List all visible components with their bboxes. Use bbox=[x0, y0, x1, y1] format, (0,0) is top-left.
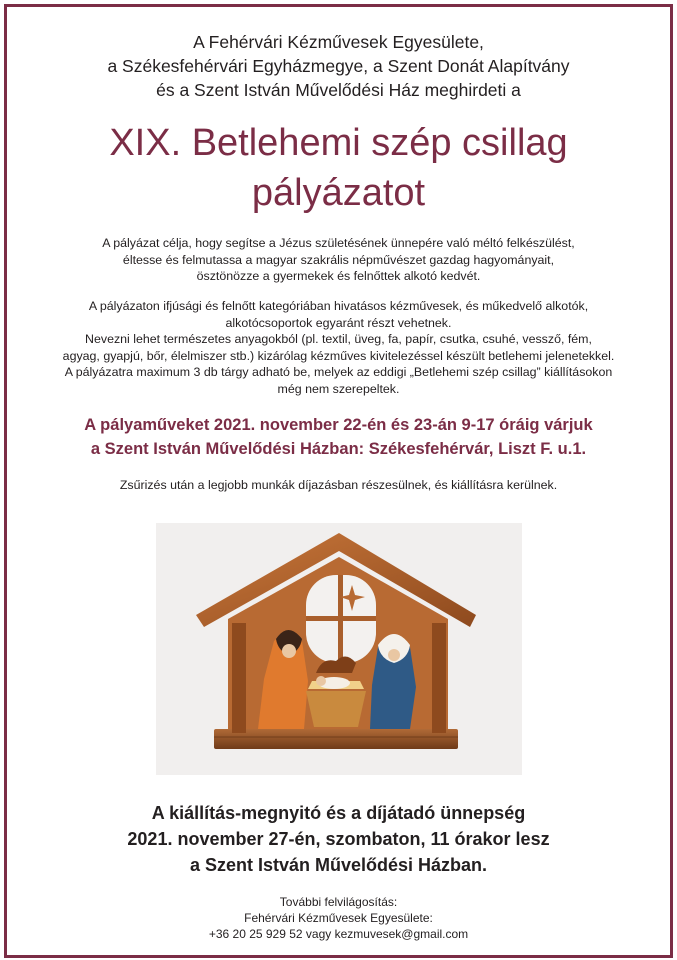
jury-note: Zsűrizés után a legjobb munkák díjazásban részesülnek, és kiállításra kerülnek. bbox=[119, 478, 558, 492]
paragraph-line: még nem szerepeltek. bbox=[277, 381, 400, 396]
paragraph-line: A pályázatra maximum 3 db tárgy adható be, melyek az eddigi „Betlehemi szép csillag” kiállításokon bbox=[64, 365, 613, 379]
manger bbox=[306, 691, 366, 727]
header-line: a Székesfehérvári Egyházmegye, a Szent Donát Alapítvány bbox=[107, 56, 570, 76]
title-line: XIX. Betlehemi szép csillag bbox=[109, 122, 568, 164]
opening-ceremony-notice bbox=[0, 800, 677, 878]
opening-line: 2021. november 27-én, szombaton, 11 órakor lesz bbox=[127, 829, 550, 849]
paragraph-line: alkotócsoportok egyaránt részt vehetnek. bbox=[225, 315, 452, 330]
paragraph-line: A pályázat célja, hogy segítse a Jézus születésének ünnepére való méltó felkészülést, bbox=[102, 236, 575, 250]
contact-info bbox=[0, 894, 677, 942]
purpose-paragraph bbox=[0, 235, 677, 285]
eligibility-paragraph bbox=[0, 298, 677, 397]
nativity-photo bbox=[156, 523, 522, 775]
paragraph-line: agyag, gyapjú, bőr, élelmiszer stb.) kizárólag kézműves kivitelezéssel készült betlehemi jelenetekkel. bbox=[62, 348, 615, 363]
paragraph-line: éltesse és felmutassa a magyar szakrális népművészet gazdag hagyományait, bbox=[122, 252, 555, 267]
header-line: és a Szent István Művelődési Ház meghirdeti a bbox=[156, 80, 521, 100]
opening-line: a Szent István Művelődési Házban. bbox=[189, 855, 488, 875]
contact-label: További felvilágosítás: bbox=[279, 895, 398, 909]
paragraph-line: A pályázaton ifjúsági és felnőtt kategóriában hivatásos kézművesek, és műkedvelő alkotók, bbox=[88, 299, 589, 313]
paragraph-line: ösztönözze a gyermekek és felnőttek alkotó kedvét. bbox=[196, 269, 481, 283]
right-post bbox=[432, 623, 446, 733]
contact-org: Fehérvári Kézművesek Egyesülete: bbox=[244, 911, 433, 925]
title-line: pályázatot bbox=[251, 172, 426, 214]
submission-notice bbox=[0, 413, 677, 461]
nativity-illustration bbox=[156, 523, 522, 775]
organizers-header bbox=[0, 30, 677, 102]
contact-details: +36 20 25 929 52 vagy kezmuvesek@gmail.com bbox=[208, 927, 469, 941]
page-title bbox=[0, 118, 677, 218]
notice-line: A pályaműveket 2021. november 22-én és 23-án 9-17 óráig várjuk bbox=[84, 416, 593, 434]
paragraph-line: Nevezni lehet természetes anyagokból (pl. textil, üveg, fa, papír, csutka, csuhé, vessző, fém, bbox=[85, 332, 592, 346]
header-line: A Fehérvári Kézművesek Egyesülete, bbox=[193, 32, 484, 52]
opening-line: A kiállítás-megnyitó és a díjátadó ünnepség bbox=[151, 803, 526, 823]
left-post bbox=[232, 623, 246, 733]
base-plank bbox=[214, 729, 458, 749]
notice-line: a Szent István Művelődési Házban: Székesfehérvár, Liszt F. u.1. bbox=[90, 440, 587, 458]
